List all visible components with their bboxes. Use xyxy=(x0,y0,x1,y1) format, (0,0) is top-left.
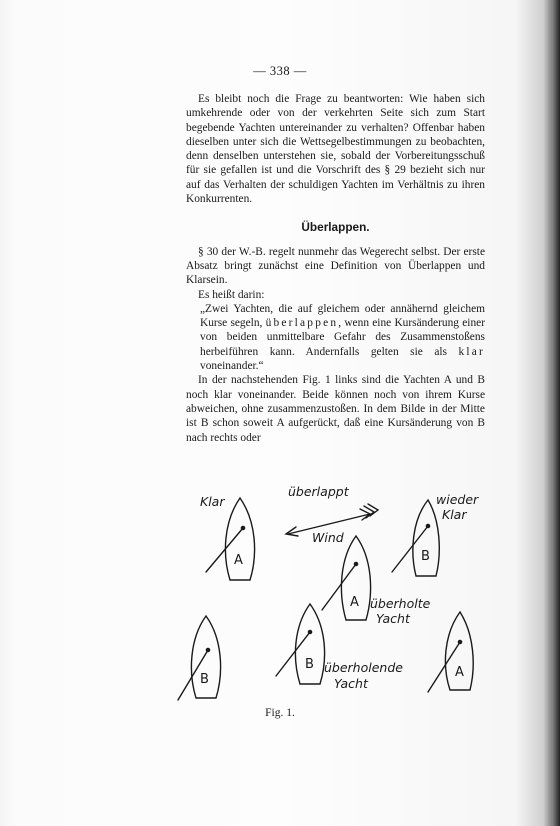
label-wieder: wieder xyxy=(436,492,479,507)
figure-1-drawing xyxy=(170,476,510,746)
label-wind: Wind xyxy=(312,530,344,545)
body-text xyxy=(186,92,485,445)
yacht-letter: A xyxy=(234,553,243,568)
yacht-a-mid xyxy=(322,536,371,620)
figure-caption: Fig. 1. xyxy=(265,707,295,719)
label-klar: Klar xyxy=(200,494,225,509)
label-ueberholende: überholende xyxy=(324,660,403,675)
page-number: — 338 — xyxy=(253,64,307,78)
yacht-a-left xyxy=(206,498,255,580)
yacht-a-right xyxy=(428,612,473,692)
quote-spaced-term-1: überlappen xyxy=(265,317,339,330)
book-spine-shadow xyxy=(552,0,560,826)
quote-part-3: voneinander.“ xyxy=(200,360,264,373)
yacht-b-mid xyxy=(276,604,325,684)
paragraph-3: Es heißt darin: xyxy=(198,288,265,301)
quote-part-1: „Zwei Yachten, die auf gleichem oder annähernd gleichem Kurse segeln, xyxy=(200,302,485,330)
label-yacht-1: Yacht xyxy=(376,611,410,626)
paragraph-2: § 30 der W.-B. regelt nunmehr das Wegerecht selbst. Der erste Absatz bringt zunächst eine Definition von Überlappen und Klarsein. xyxy=(186,245,485,287)
yacht-b-right xyxy=(392,500,439,576)
yacht-letter: B xyxy=(305,657,314,672)
paragraph-1: Es bleibt noch die Frage zu beantworten: Wie haben sich umkehrende oder von der verkehrten Seite sich zum Start begebende Yachten untereinander zu verhalten? Offenbar haben dieselben unter sich die Wettsegelbestimmungen zu beobachten, denn denselben unterstehen sie, sobald der Vorbereitungsschuß für sie gefallen ist und die Vorschrift des § 29 bezieht sich nur auf das Verhalten der schuldigen Yachten im Verhältnis zu ihren Konkurrenten. xyxy=(186,93,485,206)
section-heading: Überlappen. xyxy=(301,220,370,235)
yacht-letter: A xyxy=(455,665,464,680)
figure-1 xyxy=(170,476,510,746)
quote-part-2: , wenn eine Kursänderung einer von beiden unmittelbare Gefahr des Zusammenstoßens herbeiführen kann. Andernfalls gelten sie als xyxy=(200,317,485,358)
yacht-letter: B xyxy=(200,672,209,687)
label-yacht-2: Yacht xyxy=(334,676,368,691)
rule-quote xyxy=(186,302,485,373)
quote-spaced-term-2: klar xyxy=(458,345,485,358)
label-ueberlappt: überlappt xyxy=(288,484,349,499)
paragraph-4: In der nachstehenden Fig. 1 links sind die Yachten A und B noch klar voneinander. Beide können noch von ihrem Kurse abweichen, ohne zusammenzustoßen. In dem Bilde in der Mitte ist B schon soweit A aufgerückt, daß eine Kursänderung von B nach rechts oder xyxy=(186,374,485,444)
yacht-letter: B xyxy=(421,549,430,564)
label-wieder-klar: Klar xyxy=(442,507,467,522)
label-ueberholte: überholte xyxy=(370,596,431,611)
yacht-letter: A xyxy=(350,595,359,610)
yacht-b-left xyxy=(178,616,221,700)
